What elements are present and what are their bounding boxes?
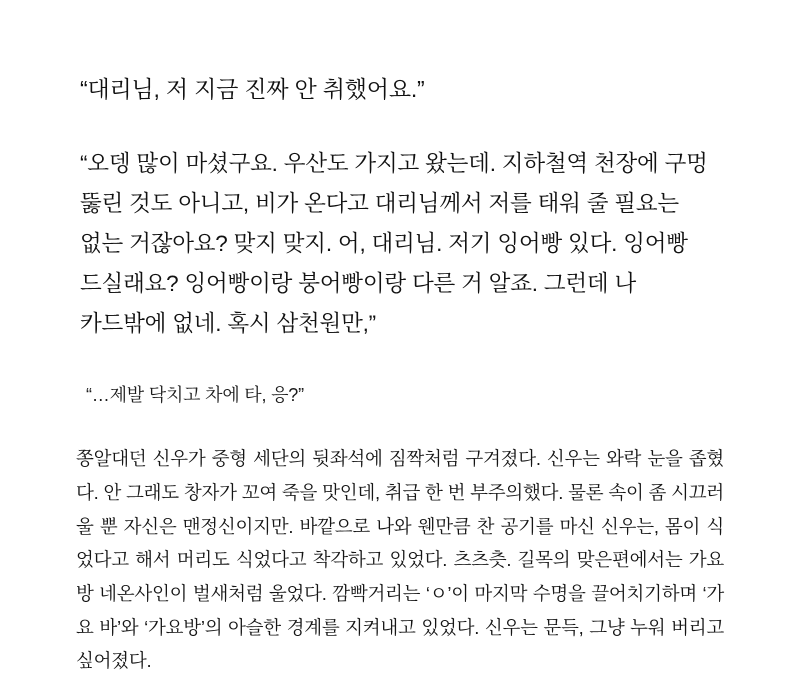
dialogue-paragraph-2: “오뎅 많이 마셨구요. 우산도 가지고 왔는데. 지하철역 천장에 구멍 뚫린 것도 아니고, 비가 온다고 대리님께서 저를 태워 줄 필요는 없는 거잖아요? 맞지 맞지. 어, 대리님. 저기 잉어빵 있다. 잉어빵 드실래요? 잉어빵이랑 붕어빵이랑 다른 거 알죠. 그런데 나 카드밖에 없네. 혹시 삼천원만,” xyxy=(80,150,708,336)
narrative-paragraph-1: 쫑알대던 신우가 중형 세단의 뒷좌석에 짐짝처럼 구겨졌다. 신우는 와락 눈을 좁혔다. 안 그래도 창자가 꼬여 죽을 맛인데, 취급 한 번 부주의했다. 물론 속이 좀 시끄러울 뿐 자신은 맨정신이지만. 바깥으로 나와 웬만큼 찬 공기를 마신 신우는, 몸이 식었다고 해서 머리도 식었다고 착각하고 있었다. 츠츠츳. 길목의 맞은편에서는 가요방 네온사인이 벌새처럼 울었다. 깜빡거리는 ‘ㅇ’이 마지막 수명을 끌어치기하며 ‘가요 바’와 ‘가요방’의 아슬한 경계를 지켜내고 있었다. 신우는 문득, 그냥 누워 버리고 싶어졌다. xyxy=(76,448,724,672)
dialogue-paragraph-3: “…제발 닥치고 차에 타, 응?” xyxy=(86,384,304,405)
dialogue-paragraph-1: “대리님, 저 지금 진짜 안 취했어요.” xyxy=(80,76,425,102)
